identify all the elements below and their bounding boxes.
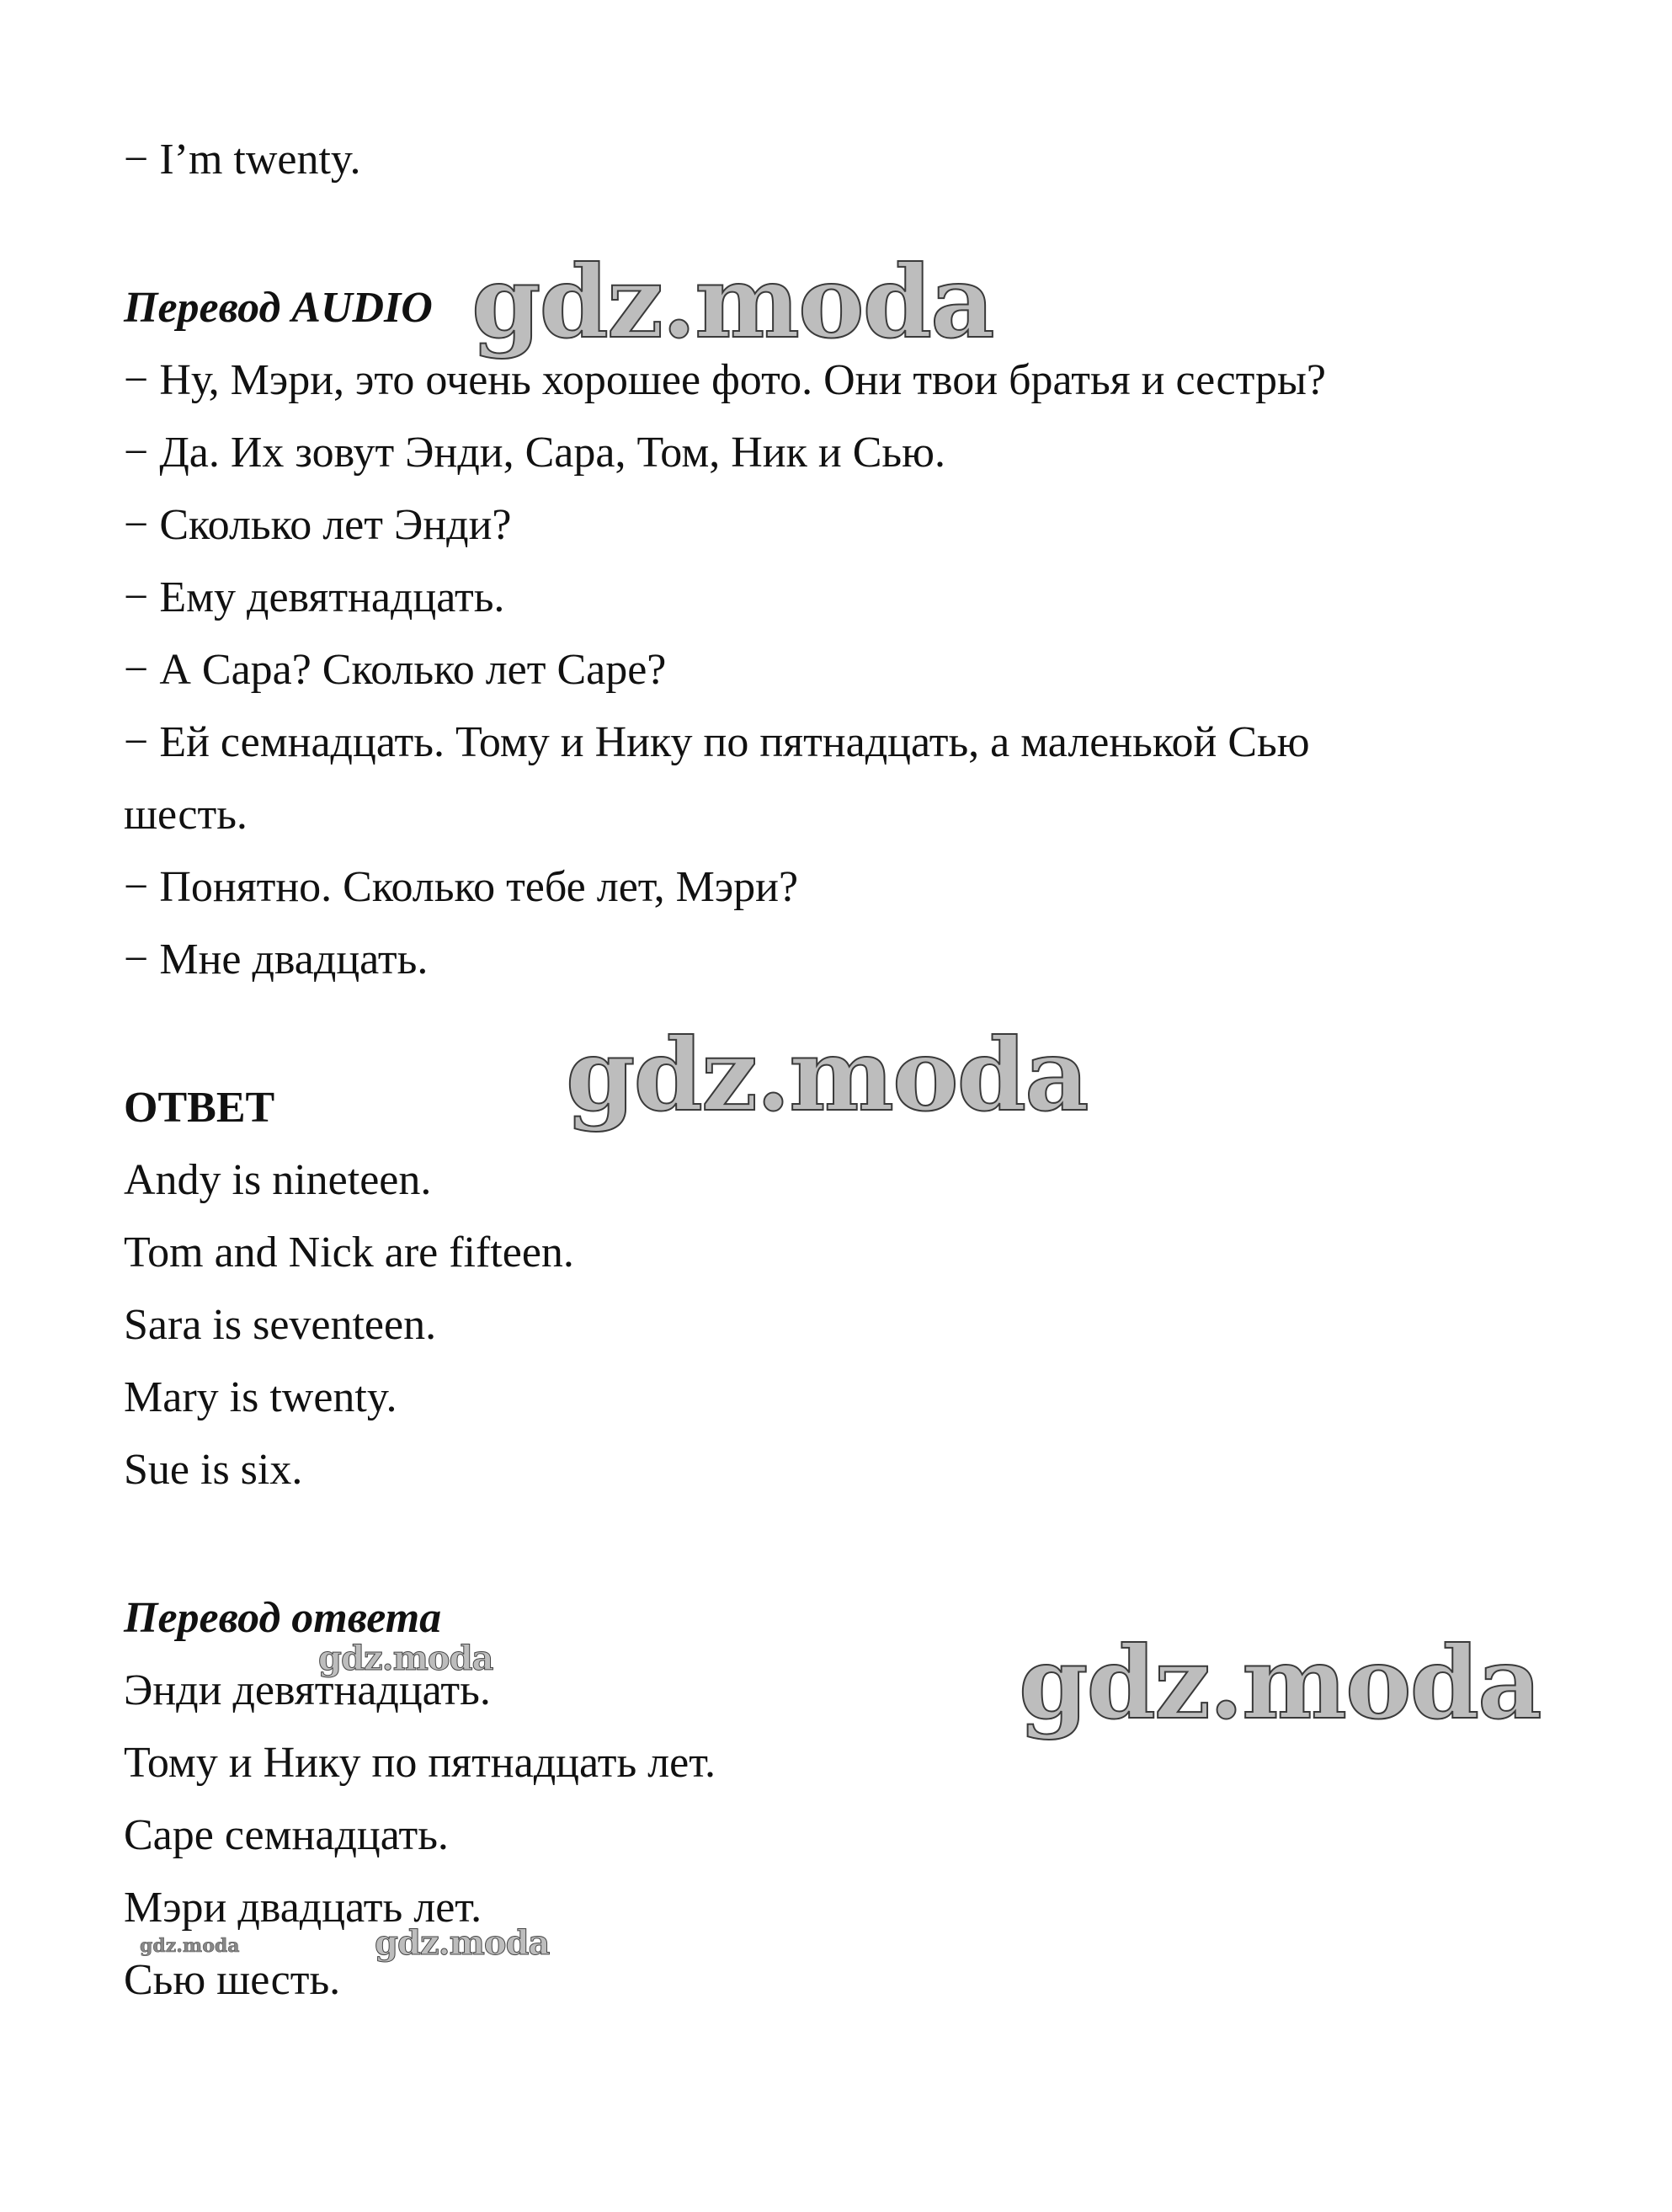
answer-translation-line: Сью шесть. (124, 1956, 341, 2004)
watermark-logo: gdz.moda (375, 1923, 550, 1963)
audio-line: − А Сара? Сколько лет Саре? (124, 646, 667, 694)
answer-translation-heading: Перевод ответа (124, 1594, 442, 1642)
audio-translation-heading: Перевод AUDIO (124, 284, 433, 332)
answer-line: Sue is six. (124, 1446, 303, 1494)
answer-translation-line: Саре семнадцать. (124, 1811, 449, 1859)
watermark-logo: gdz.moda (471, 243, 993, 360)
audio-line: − Мне двадцать. (124, 935, 429, 983)
audio-line: шесть. (124, 791, 248, 839)
audio-line: − Понятно. Сколько тебе лет, Мэри? (124, 863, 799, 911)
answer-line: Sara is seventeen. (124, 1301, 437, 1349)
audio-line: − Сколько лет Энди? (124, 501, 512, 549)
watermark-logo: gdz.moda (140, 1935, 240, 1957)
watermark-logo: gdz.moda (566, 1016, 1088, 1133)
answer-line: Andy is nineteen. (124, 1156, 432, 1204)
audio-line: − Ну, Мэри, это очень хорошее фото. Они твои братья и сестры? (124, 356, 1326, 404)
answer-translation-line: Мэри двадцать лет. (124, 1884, 482, 1932)
answer-line: Mary is twenty. (124, 1373, 397, 1421)
answer-translation-line: Энди девятнадцать. (124, 1666, 491, 1714)
audio-line: − Ему девятнадцать. (124, 573, 505, 621)
answer-heading: ОТВЕТ (124, 1084, 275, 1132)
watermark-logo: gdz.moda (318, 1639, 493, 1678)
watermark-logo: gdz.moda (1019, 1624, 1541, 1741)
answer-line: Tom and Nick are fifteen. (124, 1229, 574, 1277)
intro-reply: − I’m twenty. (124, 136, 361, 184)
audio-line: − Да. Их зовут Энди, Сара, Том, Ник и Сью. (124, 429, 945, 477)
audio-line: − Ей семнадцать. Тому и Нику по пятнадцать, а маленькой Сью (124, 718, 1310, 766)
answer-translation-line: Тому и Нику по пятнадцать лет. (124, 1739, 716, 1787)
